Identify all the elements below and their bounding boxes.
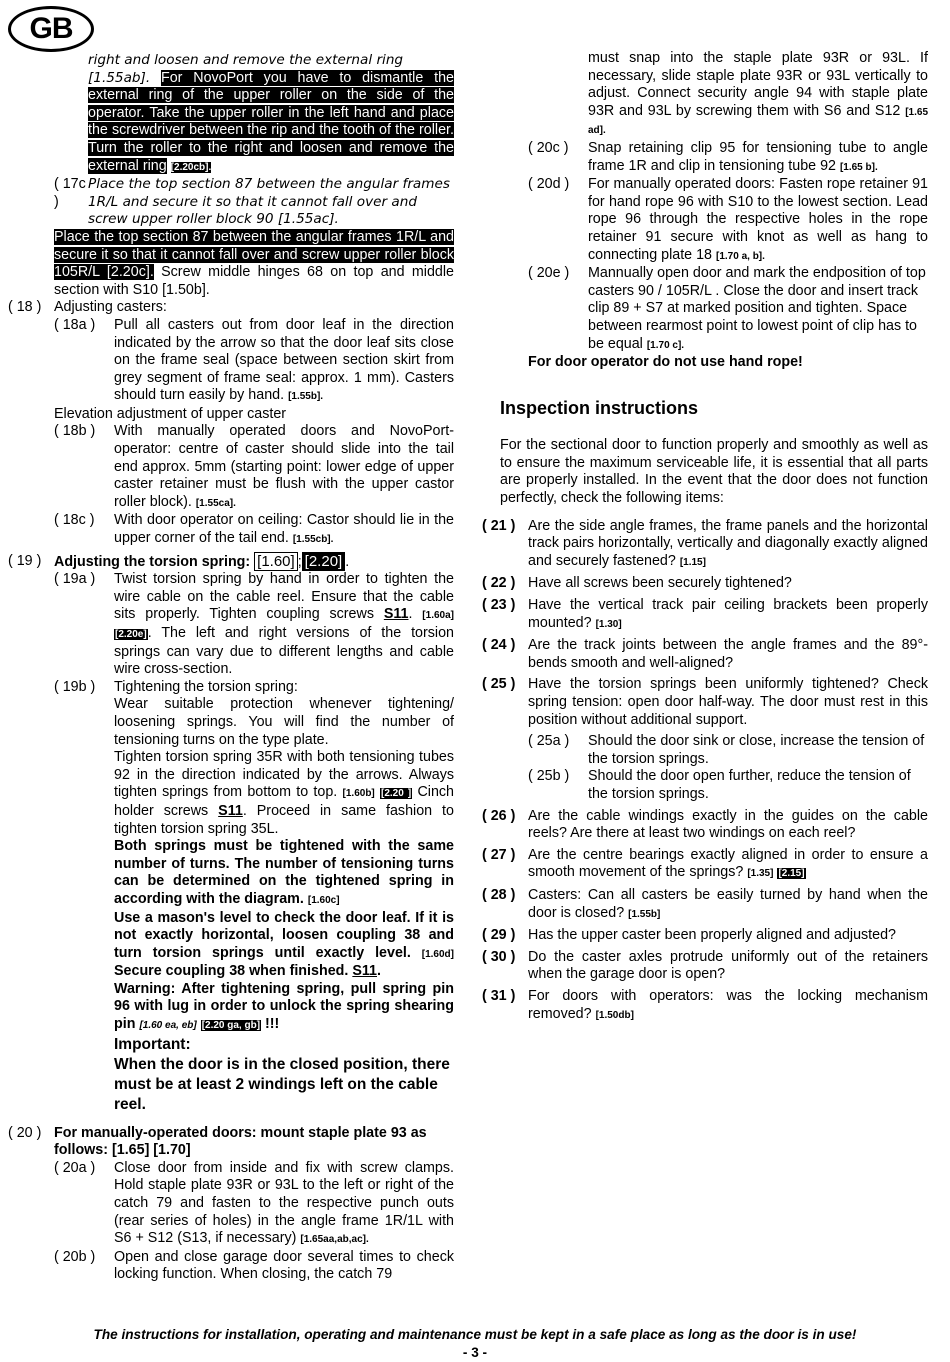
step-label: ( 18c ) xyxy=(54,512,95,529)
step-title: Adjusting the torsion spring: xyxy=(54,553,251,570)
highlighted-text: For NovoPort you have to dismantle the external ring of the upper roller on the side of the operator. Take the upper roller in the left hand and place the screwdriver between the rip and the tooth of the roller. Turn the roller to the right and loosen and remove the external ring xyxy=(88,69,454,174)
warning-text: Warning: After tightening spring, pull spring pin 96 with lug in order to unlock the spring shearing pin xyxy=(114,980,454,1033)
bold-note: Use a mason's level to check the door leaf. If it is not exactly horizontal, loosen coupling 38 and turn torsion springs until exactly level. xyxy=(114,909,454,961)
step-text: must snap into the staple plate 93R or 93L. If necessary, slide staple plate 93R or 93L vertically to adjust. Connect security angle 94 with staple plate 93R and 93L by screwing them with S6 and S12 xyxy=(588,50,928,119)
inspection-item xyxy=(482,988,928,1024)
item-text: Casters: Can all casters be easily turned by hand when the door is closed? xyxy=(528,886,928,921)
step-text: Should the door sink or close, increase the tension of the torsion springs. xyxy=(588,733,925,767)
ref: [1.60a] xyxy=(422,610,454,622)
item-label: ( 26 ) xyxy=(482,807,516,824)
ref: [1.60c] xyxy=(307,894,340,906)
item-text: Are the track joints between the angle frames and the 89°-bends smooth and well-aligned? xyxy=(528,637,928,671)
item-text: Are the side angle frames, the frame panels and the horizontal track pairs horizontally, vertically and diagonally exactly aligned and securely fastened? xyxy=(528,517,928,569)
item-label: ( 30 ) xyxy=(482,948,516,965)
ref: [1.55cb]. xyxy=(292,534,334,546)
step-label: ( 17c ) xyxy=(54,176,86,210)
step-20a xyxy=(54,1160,454,1249)
step-20c xyxy=(528,140,928,176)
item-text: Are the centre bearings exactly aligned in order to ensure a smooth movement of the springs? xyxy=(528,846,928,881)
ref: [1.65aa,ab,ac]. xyxy=(300,1234,369,1246)
step-label: ( 20c ) xyxy=(528,139,569,156)
footer-note: The instructions for installation, operating and maintenance must be kept in a safe place as long as the door is in use! xyxy=(93,1327,857,1342)
item-text: For doors with operators: was the locking mechanism removed? xyxy=(528,987,928,1022)
ref: [1.60] xyxy=(254,552,298,571)
warning-end: !!! xyxy=(265,1016,280,1033)
elevation-heading: Elevation adjustment of upper caster xyxy=(54,405,287,422)
inspection-item xyxy=(482,597,928,633)
item-label: ( 21 ) xyxy=(482,517,516,534)
italic-text: right and loosen and remove the external ring xyxy=(88,52,404,68)
step-label: ( 19a ) xyxy=(54,571,96,588)
inspection-item xyxy=(482,637,928,672)
inspection-item xyxy=(482,927,928,945)
step-label: ( 20a ) xyxy=(54,1159,96,1176)
inspection-heading: Inspection instructions xyxy=(500,397,699,418)
step-label: ( 25b ) xyxy=(528,768,570,785)
step-text: Mannually open door and mark the endposition of top casters 90 / 105R/L . Close the door and insert track clip 89 + S7 at marked position and tighten. Space between rearmost point to lowest point of clip has to be equal xyxy=(588,265,926,352)
ref: [1.70 c]. xyxy=(646,339,685,351)
step-18c xyxy=(54,512,454,548)
ref: [1.35] xyxy=(747,868,774,880)
ref: [1.60b] xyxy=(342,788,375,800)
item-text: Have the vertical track pair ceiling brackets been properly mounted? xyxy=(528,597,928,631)
important-heading: Important: xyxy=(114,1035,191,1053)
step-text: Cinch holder screws xyxy=(114,784,454,819)
item-text: Have all screws been securely tightened? xyxy=(528,575,792,592)
inspection-item xyxy=(482,518,928,572)
step-label: ( 20b ) xyxy=(54,1248,96,1265)
ref: [1.30] xyxy=(595,618,622,630)
screw-ref: S11 xyxy=(352,963,377,980)
step-label: ( 18a ) xyxy=(54,316,96,333)
step-19a: ( 19a ) Twist torsion spring by hand in order to tighten the wire cable on the cable reel. Ensure that the cable sits properly. Tighten coupling screws S11. [1.60a] [2.20e]. The left and right versions of the torsion springs can vary due to different lengths and cable wire cross-section. xyxy=(54,571,454,678)
step-18a xyxy=(54,317,454,406)
ref: [1.65 ad]. xyxy=(588,106,929,137)
ref: [1.60d] xyxy=(421,948,454,960)
step-text: Open and close garage door several times to check locking function. When closing, the catch 79 xyxy=(114,1248,454,1283)
item-label: ( 24 ) xyxy=(482,637,516,654)
step-label: ( 18b ) xyxy=(54,423,96,440)
step-label: ( 20 ) xyxy=(8,1124,42,1141)
step-text: Twist torsion spring by hand in order to tighten the wire cable on the cable reel. Ensure that the cable sits properly. Tighten coupling screws xyxy=(114,571,454,623)
step-25a xyxy=(528,733,928,768)
step-text: With manually operated doors and NovoPort-operator: centre of caster should slide into the tail end approx. 5mm (starting point: lower edge of upper caster retainer must be flush with the upper castor roller block). xyxy=(114,423,454,510)
inspection-list xyxy=(482,518,928,730)
inspection-item xyxy=(482,887,928,923)
ref: [1.55b]. xyxy=(288,391,324,403)
step-20 xyxy=(8,1125,454,1160)
step-title: For manually-operated doors: mount staple plate 93 as follows: [1.65] [1.70] xyxy=(54,1124,427,1159)
ref: [2.20 ga, gb] xyxy=(201,1020,261,1032)
ref: [1.55ca]. xyxy=(195,497,236,509)
step-20e xyxy=(528,265,928,354)
step-text: The left and right versions of the torsion springs can vary due to different lengths and cable wire cross-section. xyxy=(114,625,454,678)
bold-note: Both springs must be tightened with the same number of turns. The number of tensioning turns can be determined on the tightened spring in according with the diagram. xyxy=(114,838,454,907)
step-text: Wear suitable protection whenever tightening/ loosening springs. You will find the number of tensioning turns on the type plate. xyxy=(114,696,454,748)
inspection-list-2 xyxy=(482,808,928,1025)
ref: [2.20e] xyxy=(115,629,147,640)
step-20b-continued xyxy=(588,50,928,140)
screw-ref: S11 xyxy=(383,606,409,623)
item-label: ( 29 ) xyxy=(482,927,516,944)
italic-text: Place the top section 87 between the angular frames 1R/L and secure it so that it cannot fall over and screw upper roller block 90 [1.55ac]. xyxy=(88,176,450,228)
ref: [2.15] xyxy=(778,868,805,880)
ref: [1.55b] xyxy=(628,908,661,920)
step-label: ( 20d ) xyxy=(528,176,570,193)
step-label: ( 18 ) xyxy=(8,299,42,316)
inspection-item xyxy=(482,949,928,984)
step-text: Pull all casters out from door leaf in the direction indicated by the arrow so that the door leaf sits close on the frame seal (space between section skirt from grey segment of frame seal: approx. 1 mm). Casters should turn easily by hand. xyxy=(114,316,454,404)
item-label: ( 27 ) xyxy=(482,846,516,863)
important-text: When the door is in the closed position, there must be at least 2 windings left on the cable reel. xyxy=(114,1055,450,1113)
screw-ref: S11 xyxy=(218,802,243,819)
ref: [2.20cb]. xyxy=(170,161,212,173)
ref: [2.20] xyxy=(302,552,346,571)
item-text: Are the cable windings exactly in the guides on the cable reels? Are there at least two windings on each reel? xyxy=(528,807,928,842)
step-17c xyxy=(54,176,454,299)
step-25b xyxy=(528,768,928,803)
ref: [1.15] xyxy=(679,556,706,568)
ref: [1.60 ea, eb] xyxy=(139,1020,197,1032)
inspection-item xyxy=(482,847,928,883)
step-text: Screw middle hinges 68 on top and middle section with S10 [1.50b]. xyxy=(54,264,455,298)
step-title: Tightening the torsion spring: xyxy=(114,678,298,695)
step-19: ( 19 ) Adjusting the torsion spring: [1.60] ; [2.20] . xyxy=(8,552,350,570)
step-label: ( 19b ) xyxy=(54,678,96,695)
step-label: ( 20e ) xyxy=(528,265,570,282)
step-18b xyxy=(54,423,454,512)
ref: [1.55ab]. xyxy=(88,69,151,86)
step-20d xyxy=(528,176,928,265)
operator-note: For door operator do not use hand rope! xyxy=(528,354,803,371)
ref: [1.65 b]. xyxy=(839,161,878,173)
step-text: Should the door open further, reduce the tension of the torsion springs. xyxy=(588,768,911,802)
step-title: Adjusting casters: xyxy=(54,299,167,316)
ref: [1.50db] xyxy=(595,1009,634,1021)
step-20b xyxy=(54,1249,454,1284)
highlighted-text: Place the top section 87 between the angular frames 1R/L and secure it so that it cannot fall over and screw upper roller block 105R/L [2.20c]. xyxy=(54,228,454,281)
step-17b-continued xyxy=(88,52,454,176)
right-column xyxy=(482,50,928,1028)
item-text: Has the upper caster been properly aligned and adjusted? xyxy=(528,927,896,944)
step-text: With door operator on ceiling: Castor should lie in the upper corner of the tail end. xyxy=(114,512,454,547)
step-text: Proceed in same fashion to tighten torsion spring 35L. xyxy=(114,802,454,837)
ref: [2.20 ] xyxy=(381,788,412,800)
item-label: ( 28 ) xyxy=(482,886,516,903)
inspection-item xyxy=(482,676,928,729)
step-text: Tighten torsion spring 35R with both tensioning tubes 92 in the direction indicated by the arrows. Always tighten springs from bottom to top. xyxy=(114,749,454,801)
item-label: ( 31 ) xyxy=(482,987,516,1004)
inspection-intro: For the sectional door to function properly and smoothly as well as to ensure the maximum serviceable life, it is essential that all parts are properly installed. In the event that the door does not function perfectly, check the following items: xyxy=(500,437,928,507)
step-19b: ( 19b ) Tightening the torsion spring: Wear suitable protection whenever tightening/ loosening springs. You will find the number of tensioning turns on the type plate. Tighten torsion spring 35R with both tensioning tubes 92 in the direction indicated by the arrows. Always tighten springs from bottom to top. [1.60b] [2.20 ] Cinch holder screws S11. Proceed in same fashion to tighten torsion spring 35L. Both springs must be tightened with the same number of turns. The number of tensioning turns can be determined on the tightened spring in according with the diagram. [1.60c] Use a mason's level to check the door leaf. If it is not exactly horizontal, loosen coupling 38 and turn torsion springs until exactly level. [1.60d] Secure coupling 38 when finished. S11. Warning: After tightening spring, pull spring pin 96 with lug in order to unlock the spring shearing pin [1.60 ea, eb] [2.20 ga, gb] !!! Important: When the door is in the closed position, there must be at least 2 windings left on the cable reel. xyxy=(54,678,454,1113)
item-label: ( 22 ) xyxy=(482,575,516,592)
inspection-item xyxy=(482,575,928,593)
step-text: For manually operated doors: Fasten rope retainer 91 for hand rope 96 with S10 to the lowest section. Lead rope 96 through the respective holes in the rope retainer 91 secure with knot as well as hang to connecting plate 18 xyxy=(588,176,928,263)
ref: [1.70 a, b]. xyxy=(716,250,765,262)
step-label: ( 19 ) xyxy=(8,552,42,569)
step-18 xyxy=(8,299,454,317)
bold-note: Secure coupling 38 when finished. xyxy=(114,963,349,980)
item-text: Do the caster axles protrude uniformly out of the retainers when the garage door is open? xyxy=(528,948,928,983)
item-label: ( 25 ) xyxy=(482,676,516,693)
item-label: ( 23 ) xyxy=(482,597,516,614)
step-text: Snap retaining clip 95 for tensioning tube to angle frame 1R and clip in tensioning tube 92 xyxy=(588,139,928,174)
step-label: ( 25a ) xyxy=(528,733,570,750)
inspection-item xyxy=(482,808,928,843)
country-badge: GB xyxy=(8,6,94,52)
step-text: Close door from inside and fix with screw clamps. Hold staple plate 93R or 93L to the left or right of the catch 79 and fasten to the respective punch outs (rear series of holes) in the angle frame 1R/1L with S6 + S12 (S13, if necessary) xyxy=(114,1159,454,1247)
item-text: Have the torsion springs been uniformly tightened? Check spring tension: open door half-way. The door must rest in this position without additional support. xyxy=(528,676,928,728)
page-number: - 3 - xyxy=(462,1345,488,1360)
left-column xyxy=(8,52,454,1284)
